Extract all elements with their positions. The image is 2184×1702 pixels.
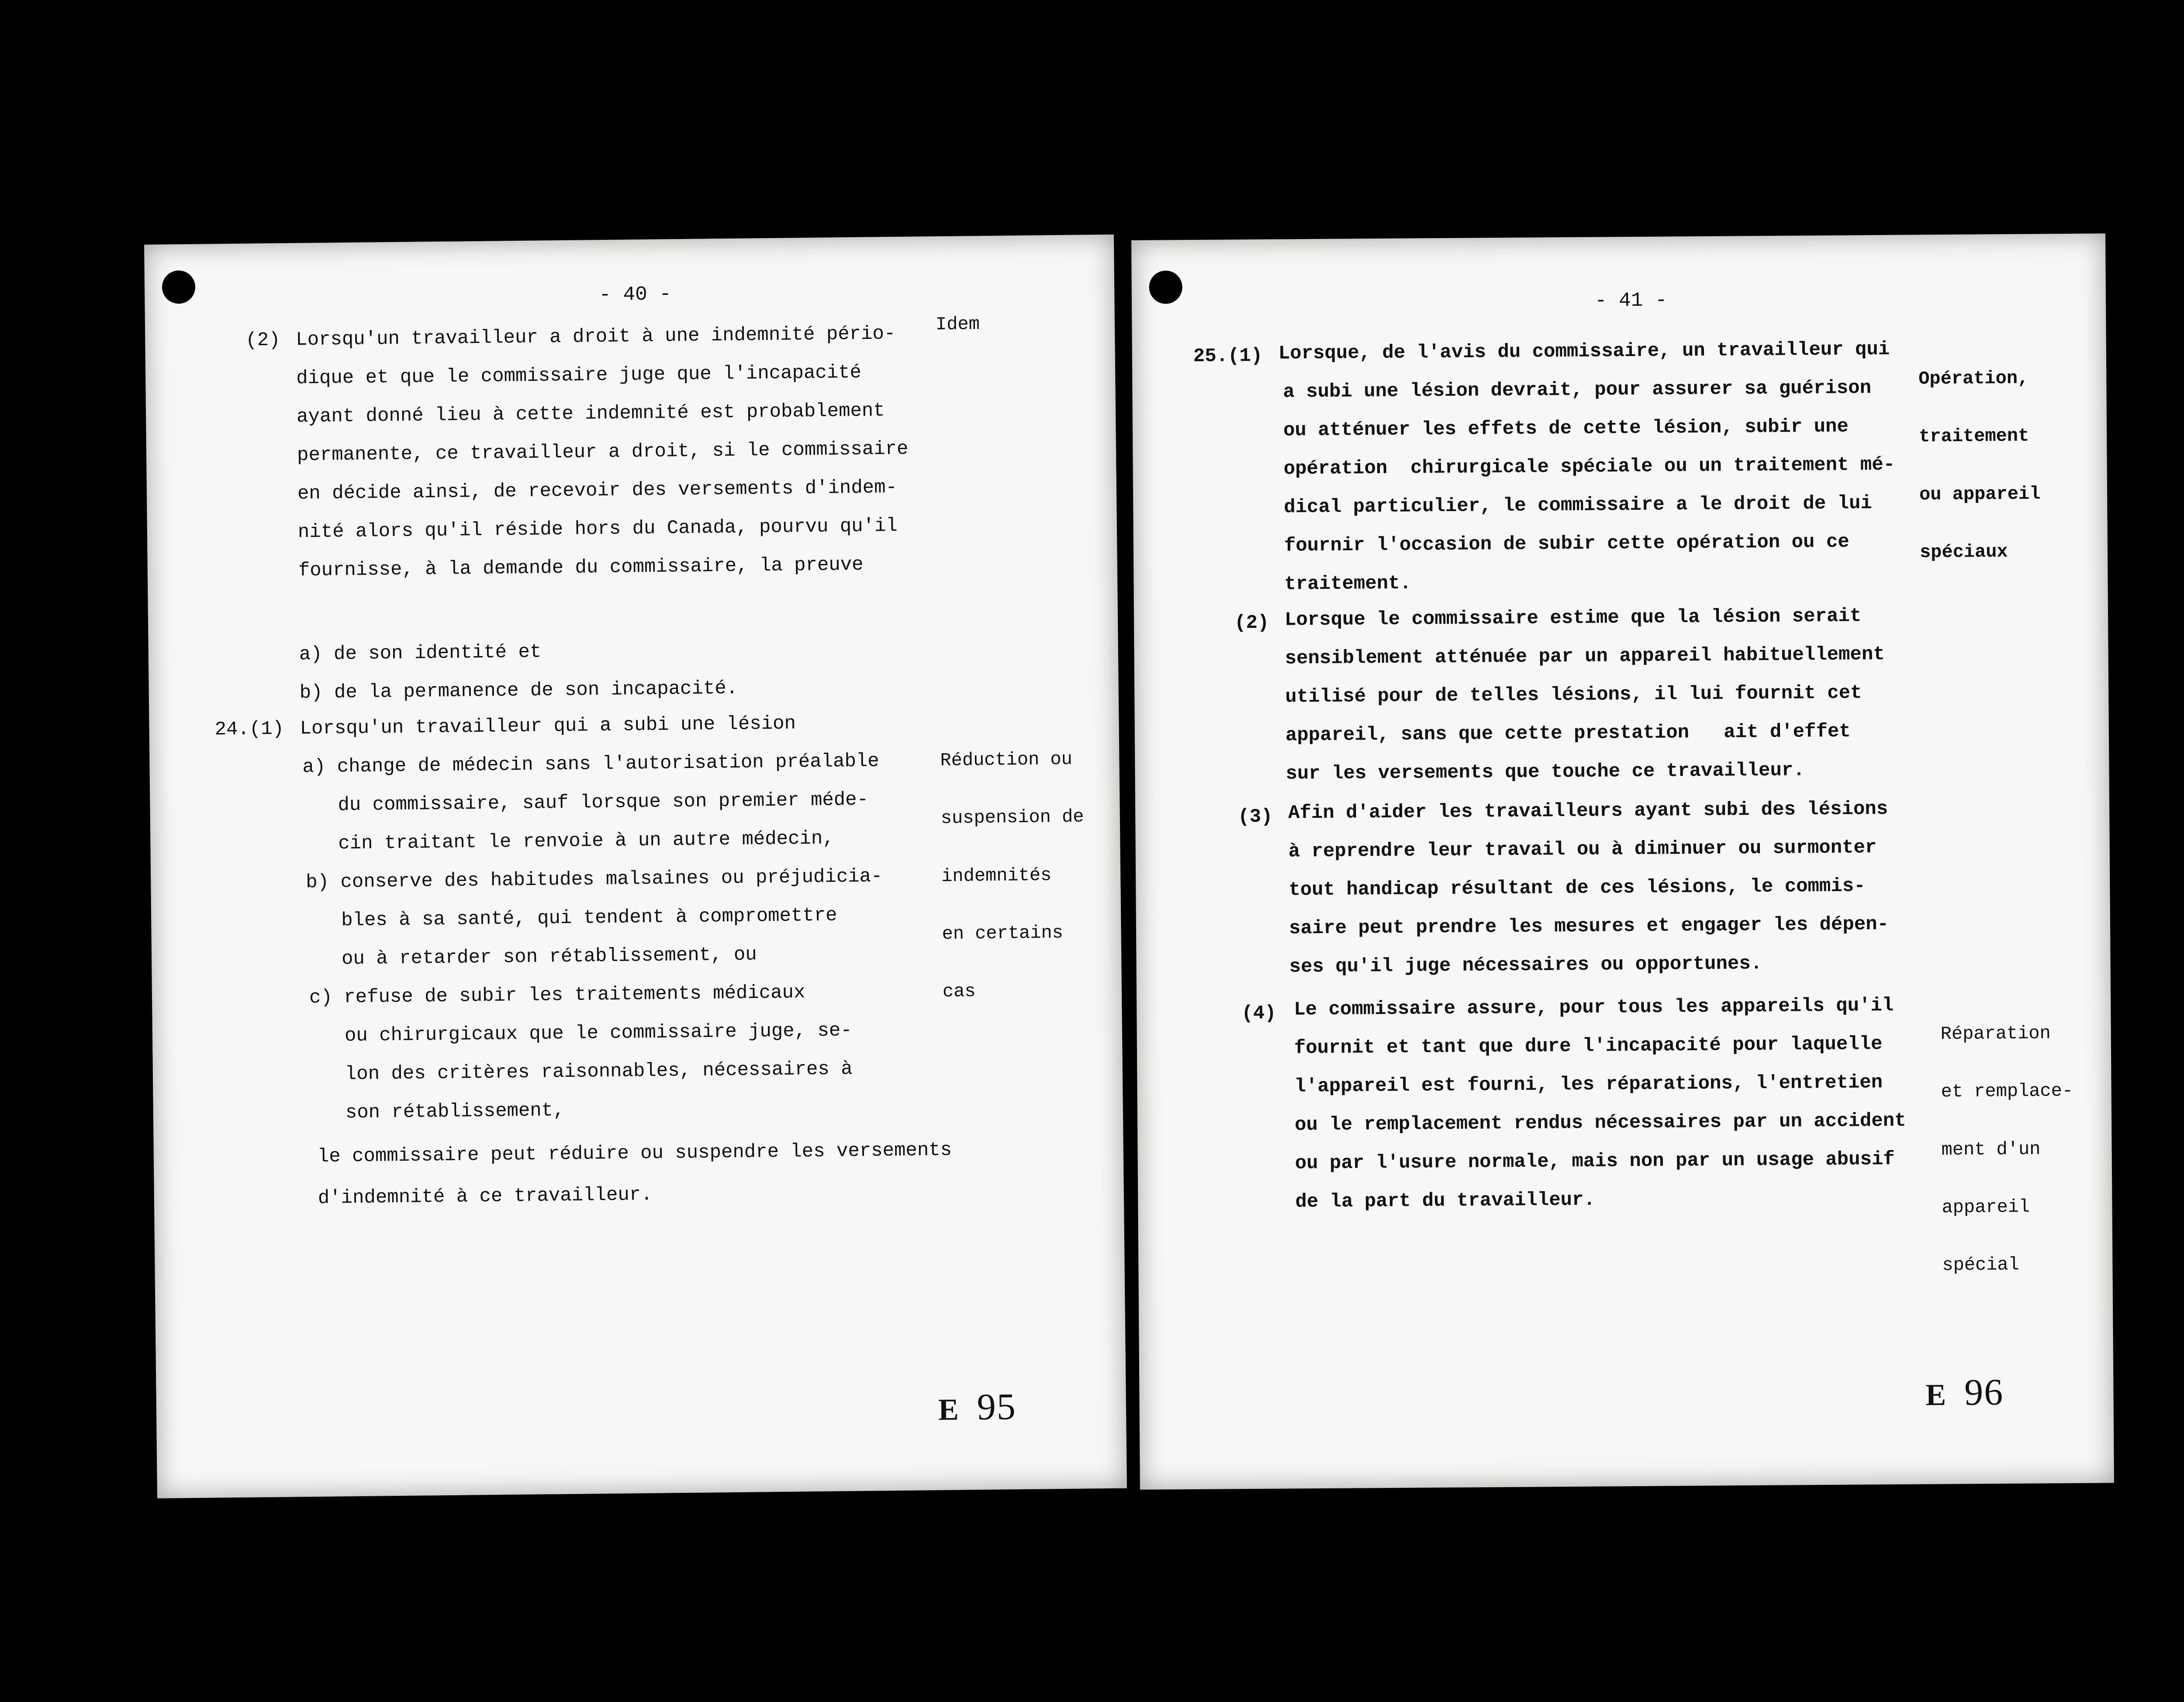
stamp-mark: E (1925, 1378, 1947, 1412)
margin-note-line: en certains (942, 922, 1064, 944)
text-line: sensiblement atténuée par un appareil habituellement (1285, 643, 1885, 670)
page-number: - 40 - (598, 283, 672, 307)
page-40 (144, 235, 1127, 1498)
text-line: Lorsque, de l'avis du commissaire, un travailleur qui (1278, 338, 1890, 365)
paragraph-label: (4) (1241, 1002, 1276, 1025)
list-item: a) change de médecin sans l'autorisation préalable (302, 750, 879, 778)
margin-note-line: indemnités (941, 865, 1052, 887)
text-line: saire peut prendre les mesures et engager les dépen- (1289, 913, 1889, 940)
margin-note-line: ou appareil (1919, 483, 2041, 505)
punch-hole (162, 270, 196, 304)
margin-note-reduction (940, 711, 1086, 1040)
section-label: 24.(1) (214, 718, 284, 741)
text-line: ou atténuer les effets de cette lésion, subir une (1283, 415, 1849, 442)
margin-note-line: Opération, (1918, 367, 2029, 390)
list-item: b) conserve des habitudes malsaines ou préjudicia- (306, 865, 883, 894)
text-line: du commissaire, sauf lorsque son premier méde- (338, 789, 869, 816)
text-line: bles à sa santé, qui tendent à compromettre (341, 904, 837, 932)
text-line: Le commissaire assure, pour tous les appareils qu'il (1294, 994, 1894, 1021)
text-line: à reprendre leur travail ou à diminuer ou surmonter (1288, 837, 1877, 863)
page-41 (1131, 233, 2114, 1489)
text-line: ayant donné lieu à cette indemnité est probablement (296, 400, 885, 428)
text-line: ses qu'il juge nécessaires ou opportunes. (1289, 952, 1762, 978)
text-line: permanente, ce travailleur a droit, si le commissaire (297, 438, 909, 467)
margin-note-line: Réduction ou (940, 749, 1073, 771)
text-line: sur les versements que touche ce travailleur. (1286, 759, 1805, 785)
margin-note-operation (1918, 330, 2041, 600)
text-line: de la part du travailleur. (1295, 1189, 1596, 1213)
text-line: fournit et tant que dure l'incapacité pour laquelle (1294, 1033, 1883, 1059)
text-line: nité alors qu'il réside hors du Canada, pourvu qu'il (297, 515, 898, 543)
text-line: en décide ainsi, de recevoir des versements d'indem- (297, 476, 898, 505)
margin-note-reparation (1940, 985, 2075, 1314)
text-line: ou à retarder son rétablissement, ou (341, 944, 757, 970)
margin-note-line: Réparation (1940, 1023, 2051, 1045)
margin-note-line: cas (942, 981, 976, 1003)
text-line: fournisse, à la demande du commissaire, la preuve (298, 553, 864, 582)
stamp-mark: E (938, 1393, 960, 1427)
stamp-number: 96 (1964, 1371, 2004, 1413)
margin-note-idem: Idem (935, 313, 980, 336)
paragraph-label: (2) (1234, 612, 1269, 634)
page-number: - 41 - (1594, 289, 1667, 312)
margin-note-line: suspension de (940, 806, 1084, 829)
text-line: l'appareil est fourni, les réparations, l'entretien (1294, 1072, 1883, 1098)
text-line: ou le remplacement rendus nécessaires par un accident (1294, 1110, 1906, 1136)
text-line: traitement. (1284, 572, 1412, 595)
margin-note-line: appareil (1942, 1196, 2030, 1218)
text-line: Lorsque le commissaire estime que la lésion serait (1284, 605, 1862, 631)
text-line: Lorsqu'un travailleur a droit à une indemnité pério- (296, 322, 896, 351)
text-line: le commissaire peut réduire ou suspendre les versements (317, 1139, 952, 1168)
paragraph-label: (3) (1238, 806, 1273, 828)
text-line: ou par l'usure normale, mais non par un usage abusif (1295, 1148, 1895, 1175)
text-line: opération chirurgicale spéciale ou un traitement mé- (1283, 453, 1895, 480)
margin-note-line: spécial (1942, 1254, 2020, 1276)
margin-note-line: et remplace- (1941, 1080, 2073, 1103)
section-label: 25.(1) (1193, 345, 1263, 368)
text-line: d'indemnité à ce travailleur. (318, 1183, 653, 1209)
text-line: ou chirurgicaux que le commissaire juge, se- (344, 1020, 852, 1047)
list-item: b) de la permanence de son incapacité. (299, 677, 738, 704)
margin-note-line: traitement (1919, 426, 2029, 447)
stamp (1925, 1370, 2004, 1414)
text-line: lon des critères raisonnables, nécessaires à (345, 1058, 853, 1086)
stamp-number: 95 (977, 1385, 1017, 1428)
punch-hole (1149, 270, 1182, 304)
text-line: cin traitant le renvoie à un autre médecin, (338, 827, 834, 855)
list-item: a) de son identité et (299, 641, 542, 666)
text-line: utilisé pour de telles lésions, il lui fournit cet (1285, 682, 1862, 708)
text-line: tout handicap résultant de ces lésions, le commis- (1289, 875, 1866, 901)
text-line: Afin d'aider les travailleurs ayant subi des lésions (1288, 798, 1888, 824)
margin-note-line: ment d'un (1941, 1138, 2041, 1160)
text-line: appareil, sans que cette prestation ait d'effet (1285, 720, 1851, 747)
text-line: fournir l'occasion de subir cette opération ou ce (1284, 531, 1849, 557)
paragraph-label: (2) (245, 329, 280, 352)
list-item: c) refuse de subir les traitements médicaux (309, 982, 805, 1009)
text-line: a subi une lésion devrait, pour assurer sa guérison (1283, 377, 1872, 403)
text-line: dical particulier, le commissaire a le droit de lui (1284, 492, 1873, 519)
text-line: dique et que le commissaire juge que l'incapacité (296, 361, 862, 390)
margin-note-line: spéciaux (1919, 541, 2008, 563)
stamp (938, 1384, 1016, 1429)
text-line: Lorsqu'un travailleur qui a subi une lésion (300, 713, 796, 740)
text-line: son rétablissement, (345, 1100, 565, 1124)
